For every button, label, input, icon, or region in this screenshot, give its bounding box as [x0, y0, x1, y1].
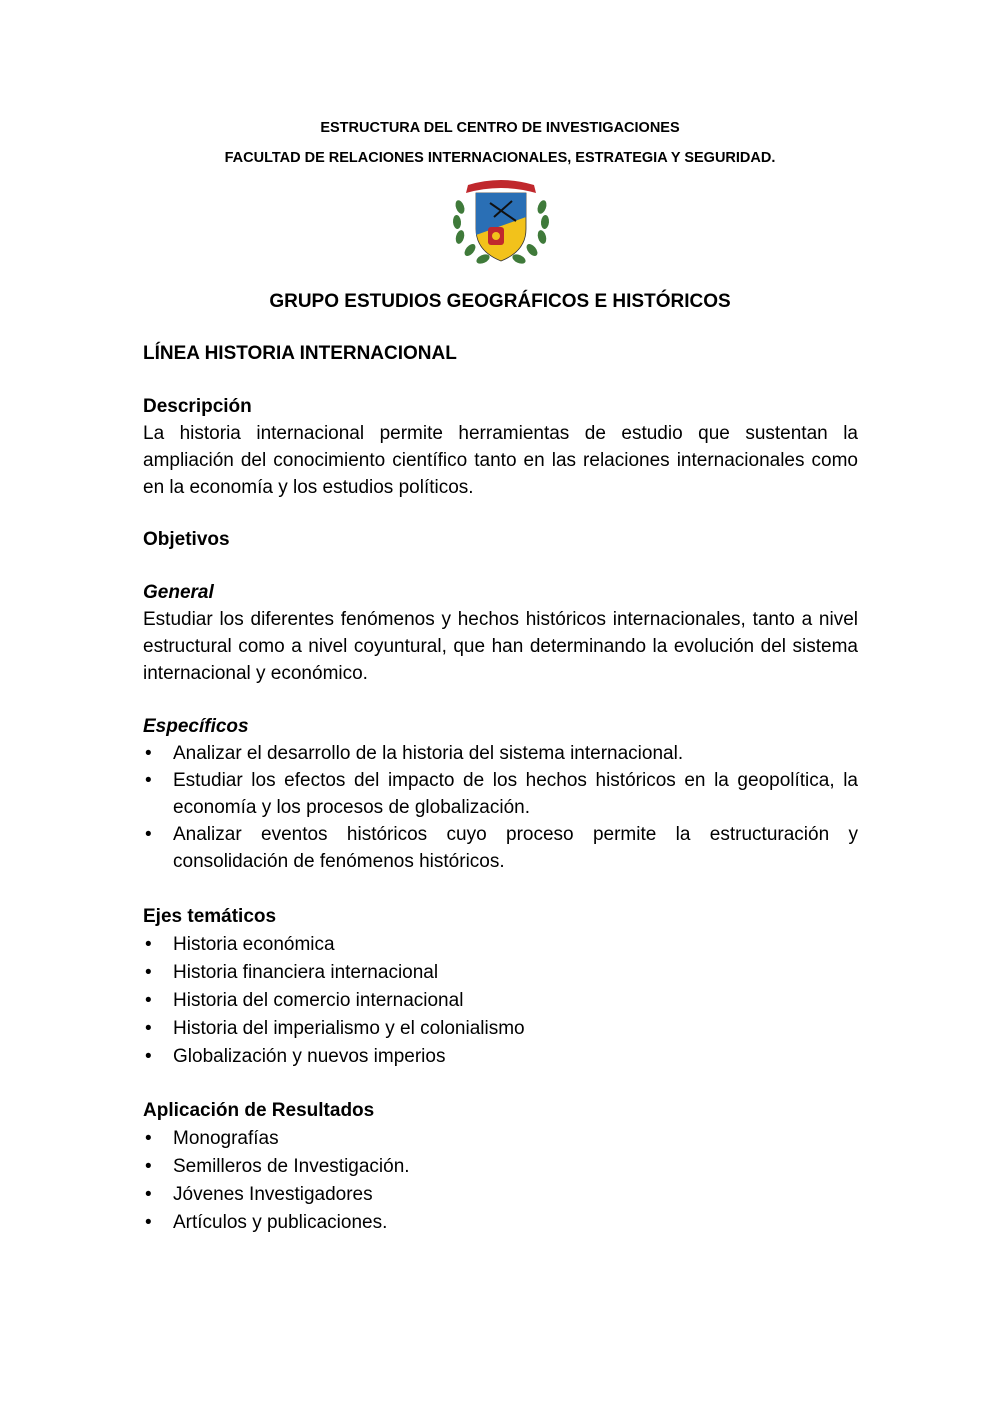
bullet-icon: • — [145, 1018, 152, 1039]
objetivos-heading: Objetivos — [143, 529, 230, 550]
bullet-icon: • — [145, 770, 152, 791]
list-item: • Analizar eventos históricos cuyo proceso permite la estructuración y consolidación de fenómenos históricos. — [143, 821, 858, 875]
list-item: • Historia financiera internacional — [143, 959, 858, 987]
ejes-heading: Ejes temáticos — [143, 906, 277, 927]
general-heading: General — [143, 582, 214, 603]
list-item: • Artículos y publicaciones. — [143, 1209, 858, 1237]
page-title: GRUPO ESTUDIOS GEOGRÁFICOS E HISTÓRICOS — [269, 291, 731, 312]
especificos-heading: Específicos — [143, 716, 249, 737]
aplicacion-heading: Aplicación de Resultados — [143, 1100, 375, 1121]
bullet-icon: • — [145, 824, 152, 845]
descripcion-text: La historia internacional permite herramientas de estudio que sustentan la ampliación del conocimiento científico tanto en las relaciones internacionales como en la economía y los estudios políticos. — [143, 423, 858, 498]
list-item: • Historia del comercio internacional — [143, 987, 858, 1015]
bullet-icon: • — [145, 990, 152, 1011]
bullet-icon: • — [145, 1184, 152, 1205]
list-item: • Analizar el desarrollo de la historia del sistema internacional. — [143, 740, 858, 767]
ejes-list — [143, 931, 858, 1071]
bullet-icon: • — [145, 1046, 152, 1067]
general-text: Estudiar los diferentes fenómenos y hechos históricos internacionales, tanto a nivel estructural como a nivel coyuntural, que han determinando la evolución del sistema internacional y económico. — [143, 609, 858, 684]
list-item: • Semilleros de Investigación. — [143, 1153, 858, 1181]
faculty-seal-logo — [450, 177, 552, 269]
aplicacion-list — [143, 1125, 858, 1237]
bullet-icon: • — [145, 1128, 152, 1149]
bullet-icon: • — [145, 934, 152, 955]
list-item: • Estudiar los efectos del impacto de los hechos históricos en la geopolítica, la economía y los procesos de globalización. — [143, 767, 858, 821]
list-item: • Historia del imperialismo y el colonialismo — [143, 1015, 858, 1043]
list-item: • Globalización y nuevos imperios — [143, 1043, 858, 1071]
bullet-icon: • — [145, 962, 152, 983]
bullet-icon: • — [145, 1156, 152, 1177]
list-item: • Jóvenes Investigadores — [143, 1181, 858, 1209]
list-item: • Monografías — [143, 1125, 858, 1153]
bullet-icon: • — [145, 743, 152, 764]
descripcion-heading: Descripción — [143, 396, 252, 417]
bullet-icon: • — [145, 1212, 152, 1233]
header-line-1: ESTRUCTURA DEL CENTRO DE INVESTIGACIONES — [320, 120, 680, 136]
especificos-list — [143, 740, 858, 875]
list-item: • Historia económica — [143, 931, 858, 959]
header-line-2: FACULTAD DE RELACIONES INTERNACIONALES, ESTRATEGIA Y SEGURIDAD. — [224, 150, 776, 166]
line-heading: LÍNEA HISTORIA INTERNACIONAL — [143, 343, 457, 364]
